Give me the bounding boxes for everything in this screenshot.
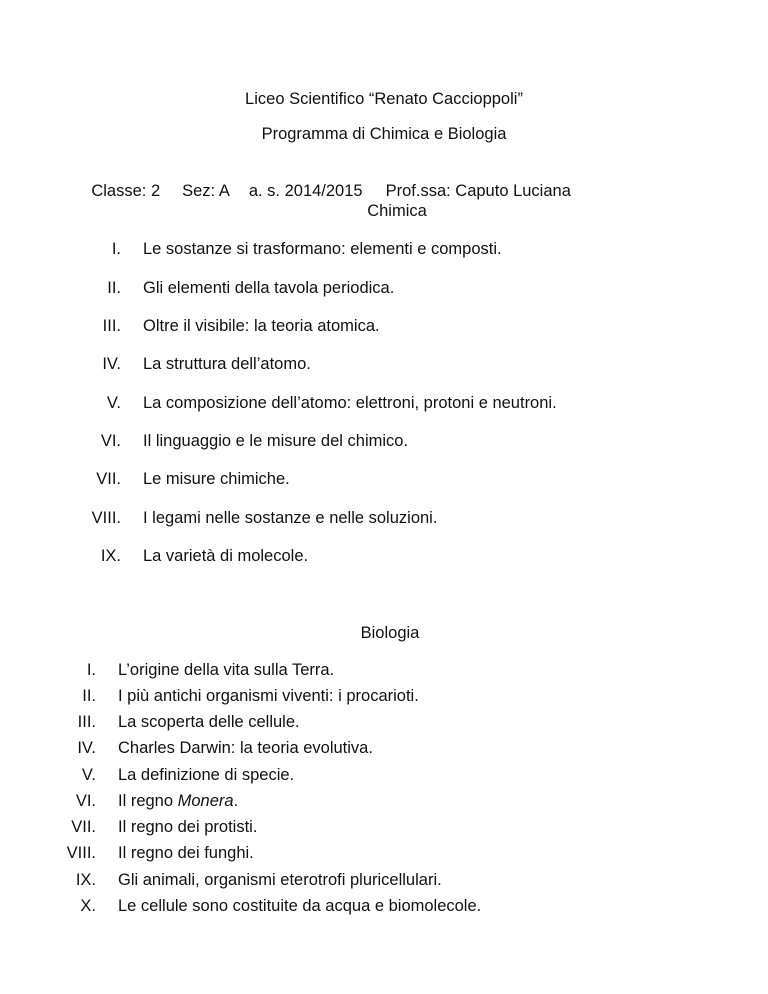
item-text: Il regno dei funghi. — [118, 844, 254, 862]
item-number: VIII. — [91, 509, 121, 527]
item-number: IV. — [77, 739, 96, 757]
program-title: Programma di Chimica e Biologia — [261, 125, 507, 143]
item-number: I. — [111, 240, 121, 258]
item-text: Oltre il visibile: la teoria atomica. — [143, 317, 380, 335]
item-number: IX. — [100, 547, 121, 565]
item-text: La definizione di specie. — [118, 766, 295, 784]
item-text-suffix: . — [233, 792, 239, 810]
item-text: Gli animali, organismi eterotrofi pluricellulari. — [118, 871, 442, 889]
item-text: La struttura dell’atomo. — [143, 355, 311, 373]
item-text — [118, 791, 238, 811]
item-text: Le sostanze si trasformano: elementi e composti. — [143, 240, 502, 258]
section-label: Sez: A — [182, 182, 230, 200]
item-text: Gli elementi della tavola periodica. — [143, 279, 395, 297]
biologia-title: Biologia — [360, 624, 420, 642]
item-text: Il regno dei protisti. — [118, 818, 258, 836]
item-text: La varietà di molecole. — [143, 547, 309, 565]
item-number: V. — [81, 766, 96, 784]
item-number: VI. — [75, 792, 96, 810]
item-text: La composizione dell’atomo: elettroni, protoni e neutroni. — [143, 394, 557, 412]
item-text-prefix: Il regno — [118, 792, 178, 810]
item-text: I legami nelle sostanze e nelle soluzioni. — [143, 509, 438, 527]
item-number: V. — [106, 394, 121, 412]
item-number: VII. — [71, 818, 96, 836]
class-label: Classe: 2 — [91, 182, 161, 200]
item-number: III. — [77, 713, 96, 731]
item-number: II. — [82, 687, 96, 705]
item-text-italic: Monera — [177, 792, 234, 810]
item-number: VII. — [96, 470, 121, 488]
school-year-label: a. s. 2014/2015 — [248, 182, 363, 200]
teacher-label: Prof.ssa: Caputo Luciana — [385, 182, 571, 200]
item-text: I più antichi organismi viventi: i procarioti. — [118, 687, 419, 705]
item-number: X. — [80, 897, 96, 915]
item-number: VI. — [100, 432, 121, 450]
item-text: La scoperta delle cellule. — [118, 713, 300, 731]
item-number: II. — [107, 279, 121, 297]
item-number: IX. — [75, 871, 96, 889]
item-text: L’origine della vita sulla Terra. — [118, 661, 335, 679]
item-number: IV. — [102, 355, 121, 373]
item-text: Il linguaggio e le misure del chimico. — [143, 432, 409, 450]
item-number: VIII. — [66, 844, 96, 862]
item-text: Le misure chimiche. — [143, 470, 290, 488]
item-text: Charles Darwin: la teoria evolutiva. — [118, 739, 373, 757]
school-name: Liceo Scientifico “Renato Caccioppoli” — [245, 90, 523, 108]
item-number: I. — [86, 661, 96, 679]
item-number: III. — [102, 317, 121, 335]
item-text: Le cellule sono costituite da acqua e biomolecole. — [118, 897, 482, 915]
chimica-title: Chimica — [367, 202, 427, 220]
